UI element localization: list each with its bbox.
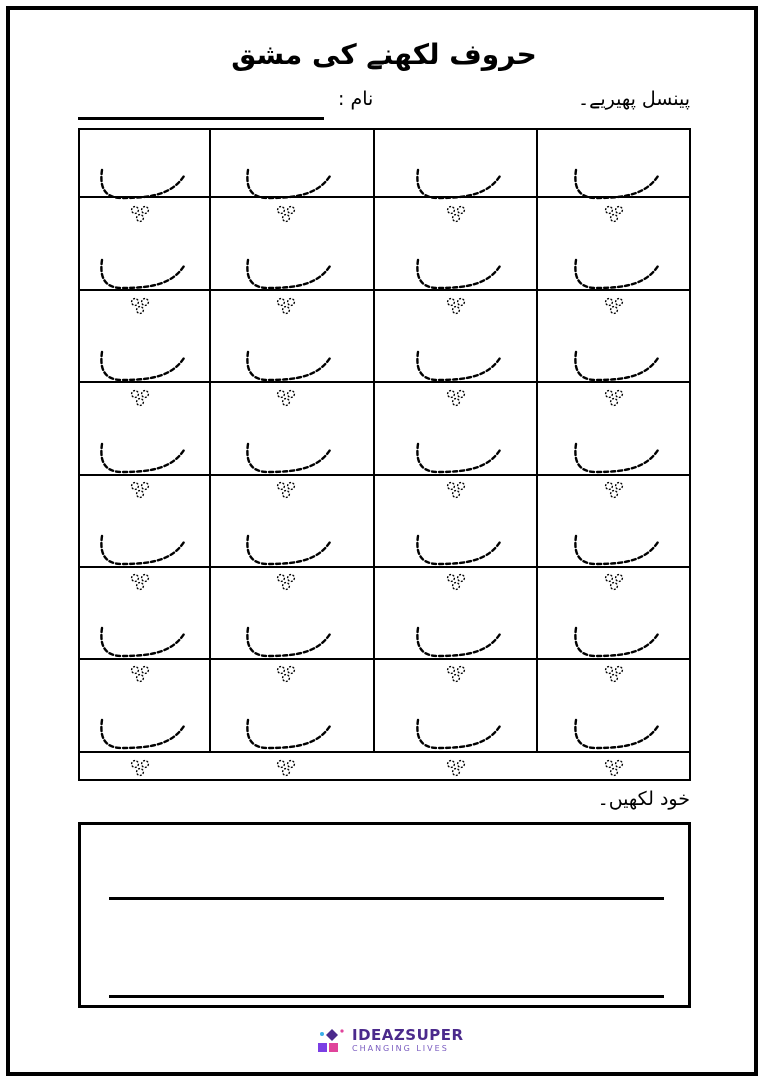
logo-tagline: CHANGING LIVES xyxy=(352,1044,449,1053)
trace-letter-dots[interactable] xyxy=(568,386,668,410)
name-line[interactable] xyxy=(78,117,324,120)
trace-letter-dots[interactable] xyxy=(94,202,194,226)
trace-letter-dots[interactable] xyxy=(240,386,340,410)
trace-letter-dots[interactable] xyxy=(240,662,340,686)
trace-letter-dots[interactable] xyxy=(568,756,668,780)
page-title: حروف لکھنے کی مشق xyxy=(231,38,537,71)
trace-letter-dots[interactable] xyxy=(568,662,668,686)
trace-letter-dots[interactable] xyxy=(410,386,510,410)
trace-letter-dots[interactable] xyxy=(240,478,340,502)
trace-letter-dots[interactable] xyxy=(94,570,194,594)
name-label: نام : xyxy=(338,88,374,110)
writing-line[interactable] xyxy=(109,897,664,900)
writing-line[interactable] xyxy=(109,995,664,998)
trace-letter-dots[interactable] xyxy=(568,570,668,594)
tracing-grid xyxy=(78,128,691,781)
trace-letter-dots[interactable] xyxy=(94,662,194,686)
trace-letter-dots[interactable] xyxy=(94,386,194,410)
trace-letter-dots[interactable] xyxy=(410,570,510,594)
trace-letter-dots[interactable] xyxy=(240,202,340,226)
writing-box[interactable] xyxy=(78,822,691,1008)
trace-letter-dots[interactable] xyxy=(94,294,194,318)
trace-letter-dots[interactable] xyxy=(410,294,510,318)
logo-name: IDEAZSUPER xyxy=(352,1026,464,1044)
trace-instruction: پینسل پھیریے۔ xyxy=(578,88,690,110)
ideazsuper-logo xyxy=(316,1025,486,1059)
logo-mark-icon xyxy=(316,1025,350,1059)
trace-letter-dots[interactable] xyxy=(568,478,668,502)
trace-letter-dots[interactable] xyxy=(240,756,340,780)
trace-letter-dots[interactable] xyxy=(240,294,340,318)
trace-letter-dots[interactable] xyxy=(568,202,668,226)
trace-letter-dots[interactable] xyxy=(410,202,510,226)
trace-letter-dots[interactable] xyxy=(410,478,510,502)
trace-letter-dots[interactable] xyxy=(94,756,194,780)
trace-letter-dots[interactable] xyxy=(94,478,194,502)
trace-letter-dots[interactable] xyxy=(410,756,510,780)
write-instruction: خود لکھیں۔ xyxy=(597,788,690,810)
trace-letter-dots[interactable] xyxy=(240,570,340,594)
trace-letter-dots[interactable] xyxy=(568,294,668,318)
trace-letter-dots[interactable] xyxy=(410,662,510,686)
